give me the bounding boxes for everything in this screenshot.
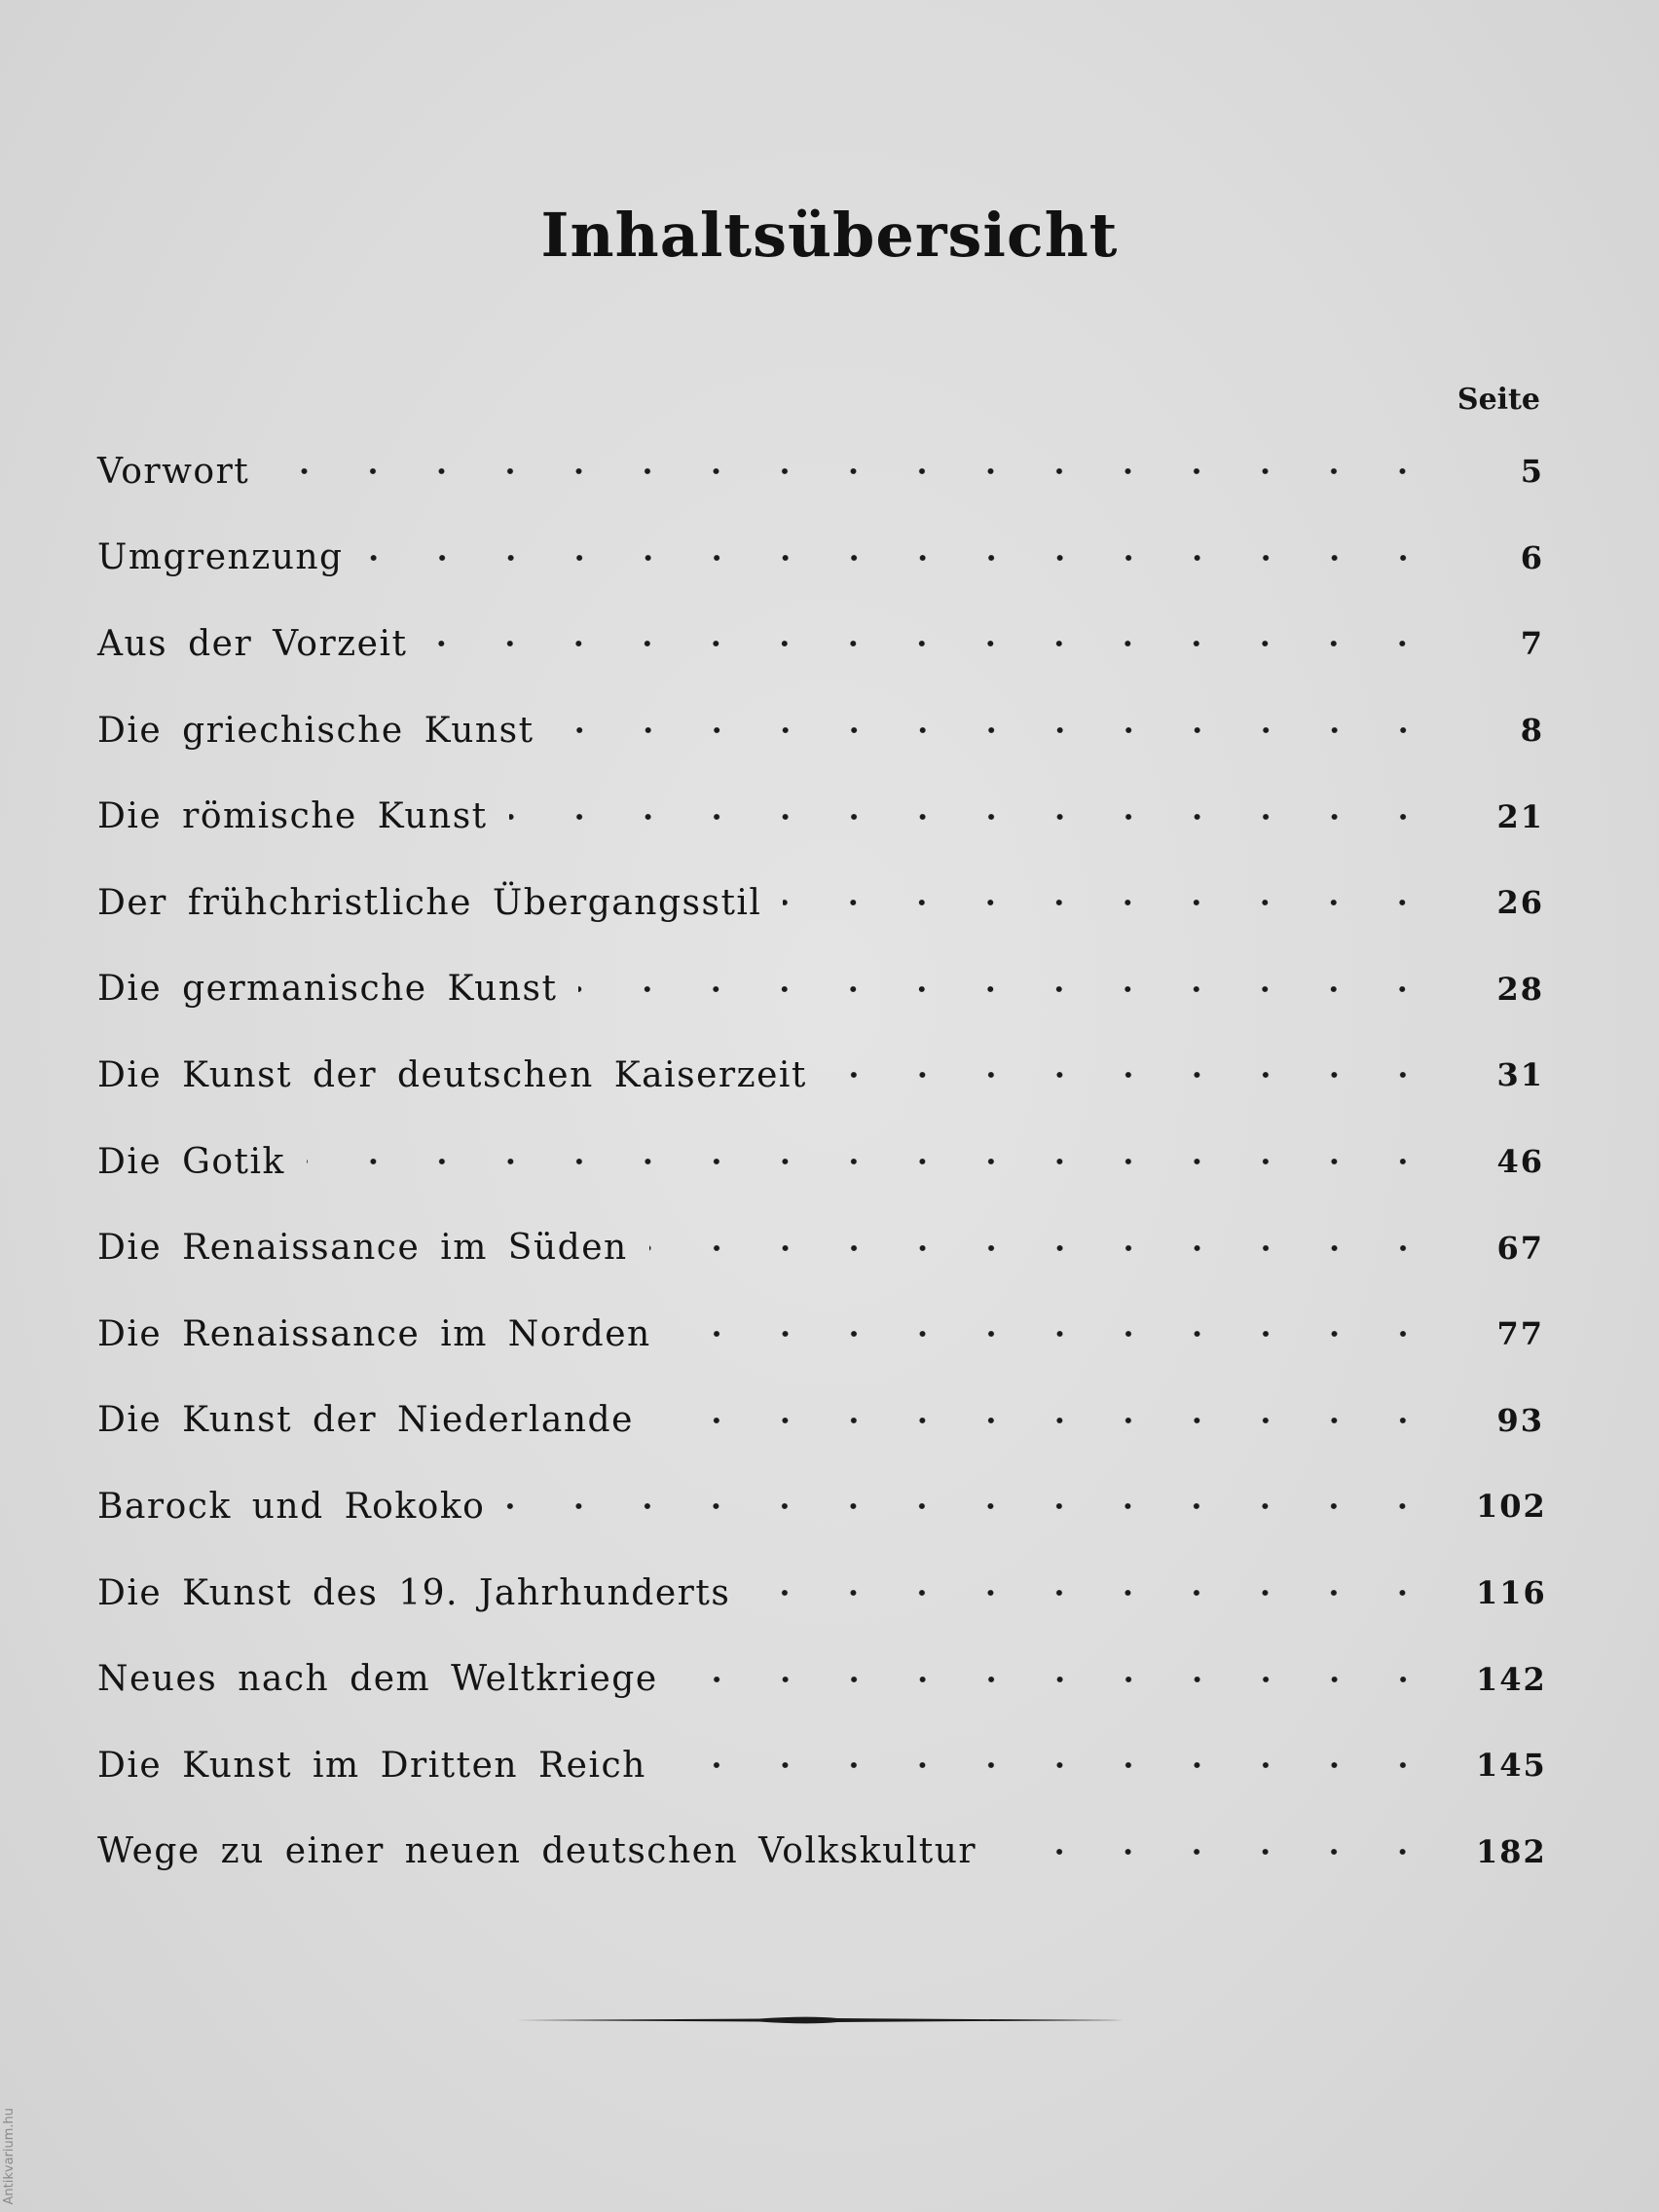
dot-leader [506,1500,1437,1512]
toc-entry [97,1291,1544,1378]
dot-leader [428,638,1437,649]
toc-entry [97,946,1544,1033]
toc-entry [97,601,1544,687]
toc-entry [97,1204,1544,1291]
toc-entry-page: 21 [1496,797,1544,835]
toc-entry [97,1636,1547,1722]
toc-entry-page: 93 [1496,1401,1544,1439]
dot-leader [556,724,1437,736]
toc-entry [97,773,1544,860]
toc-entry-title: Die griechische Kunst [97,710,535,751]
toc-entry-page: 28 [1496,970,1544,1008]
toc-entry-page: 116 [1476,1574,1547,1612]
toc-entry [97,1463,1547,1550]
toc-entry-page: 6 [1520,538,1544,576]
dot-leader [673,1328,1437,1340]
toc-entry-title: Wege zu einer neuen deutschen Volkskultur [97,1831,977,1872]
toc-entry-page: 145 [1476,1747,1547,1785]
toc-entry [97,687,1544,774]
toc-entry-title: Barock und Rokoko [97,1486,486,1527]
dot-leader [655,1415,1437,1426]
page-title: Inhaltsübersicht [540,200,1119,271]
dot-leader [649,1242,1437,1254]
dot-leader [829,1069,1437,1081]
toc-entry-title: Die römische Kunst [97,796,488,837]
toc-entry-title: Die Renaissance im Süden [97,1228,628,1269]
dot-leader [307,1156,1437,1167]
toc-entry-title: Umgrenzung [97,537,344,578]
toc-entry [97,1550,1547,1637]
toc-entry-title: Die Kunst der Niederlande [97,1400,634,1441]
toc-entry-page: 8 [1520,712,1544,750]
toc-entry [97,1722,1547,1809]
toc-entry [97,428,1544,515]
toc-entry-page: 26 [1496,884,1544,922]
toc-entry-title: Neues nach dem Weltkriege [97,1659,658,1700]
page-column-label: Seite [1456,383,1540,417]
toc-entry [97,1809,1547,1896]
toc-entry [97,1378,1544,1464]
toc-entry-title: Die Kunst im Dritten Reich [97,1745,646,1786]
dot-leader [668,1759,1437,1771]
dot-leader [509,811,1437,823]
dot-leader [752,1587,1437,1599]
toc-entry-page: 77 [1496,1315,1544,1353]
toc-entry-page: 7 [1520,625,1544,663]
toc-entry-page: 142 [1476,1660,1547,1698]
toc-entry [97,1119,1544,1205]
toc-entry-title: Der frühchristliche Übergangsstil [97,882,762,923]
dot-leader [680,1674,1437,1685]
toc-entry-title: Vorwort [97,451,250,492]
toc-entry-title: Die germanische Kunst [97,969,558,1010]
toc-entry [97,515,1544,602]
toc-entry-title: Aus der Vorzeit [97,623,408,664]
dot-leader [271,465,1437,477]
dot-leader [998,1846,1437,1858]
dot-leader [365,552,1437,564]
toc-entry-page: 102 [1476,1488,1547,1526]
closing-ornament-rule [516,2013,1124,2027]
watermark-text: Antikvarium.hu [2,2107,17,2204]
toc-entry-title: Die Kunst des 19. Jahrhunderts [97,1572,731,1613]
toc-entry-page: 5 [1520,453,1544,491]
toc-entry-title: Die Gotik [97,1141,285,1182]
toc-entry [97,860,1544,946]
toc-entry-page: 31 [1496,1056,1544,1094]
toc-entry-title: Die Kunst der deutschen Kaiserzeit [97,1054,807,1095]
toc-entry-title: Die Renaissance im Norden [97,1313,651,1354]
toc-entry-page: 182 [1476,1832,1547,1870]
toc-entry [97,1032,1544,1119]
dot-leader [783,897,1437,908]
toc-entry-page: 67 [1496,1229,1544,1267]
toc-entry-page: 46 [1496,1143,1544,1181]
dot-leader [578,983,1437,995]
table-of-contents [97,428,1547,1895]
